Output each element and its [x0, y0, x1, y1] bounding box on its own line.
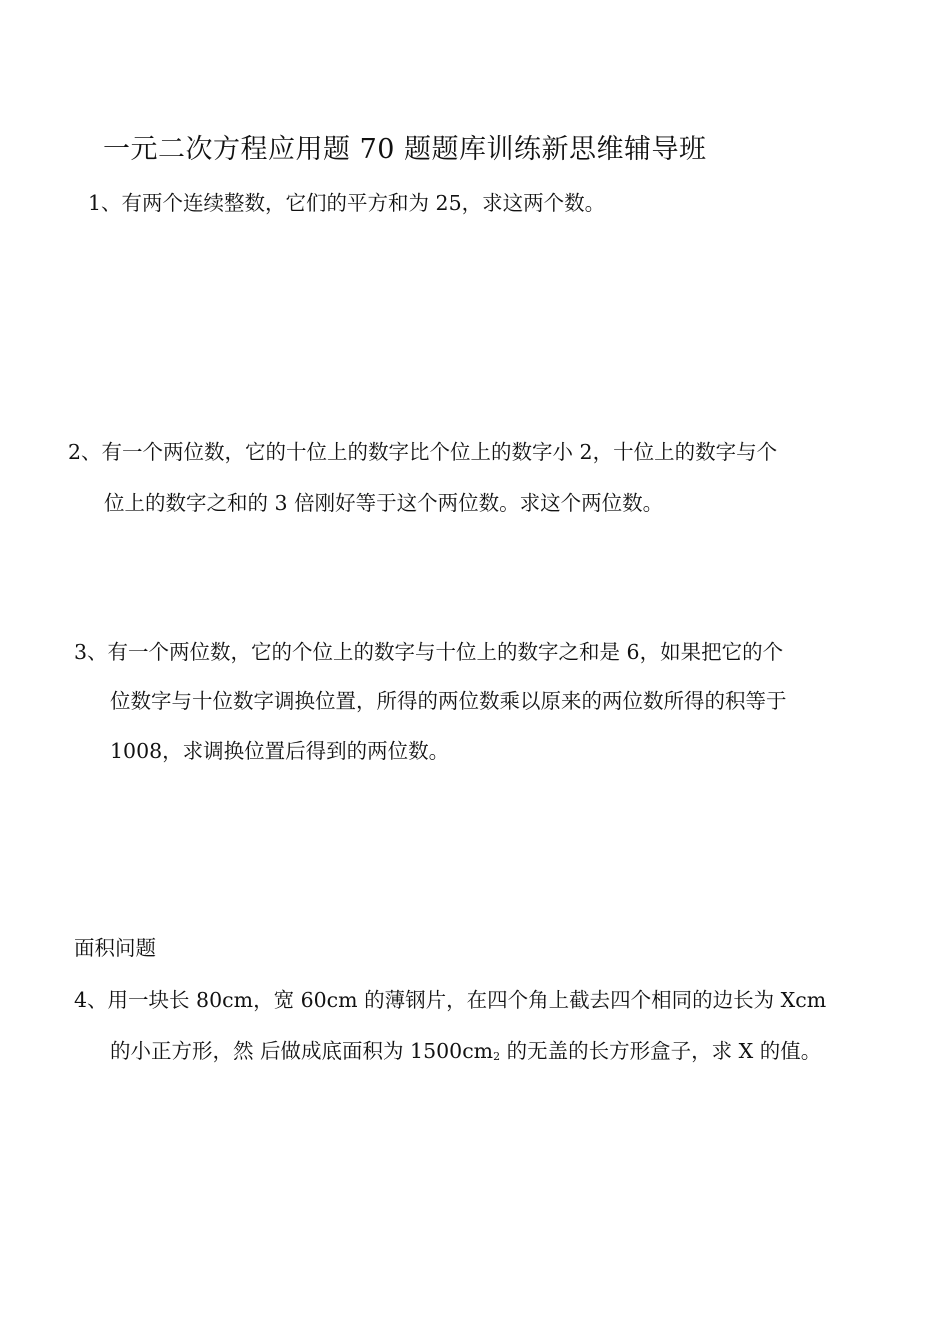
question-2-line-2: 位上的数字之和的 3 倍刚好等于这个两位数。求这个两位数。 [104, 491, 664, 515]
question-4-line-2-text-after: 的无盖的长方形盒子，求 X 的值。 [500, 1039, 822, 1063]
question-3-line-3: 1008，求调换位置后得到的两位数。 [110, 739, 450, 763]
question-2-line-1: 2、有一个两位数，它的十位上的数字比个位上的数字小 2，十位上的数字与个 [68, 440, 778, 464]
question-3-line-1: 3、有一个两位数，它的个位上的数字与十位上的数字之和是 6，如果把它的个 [74, 640, 784, 664]
question-4-line-2-text-before: 的小正方形，然 后做成底面积为 1500cm [110, 1039, 494, 1063]
square-unit-superscript: 2 [493, 1050, 501, 1063]
question-3-line-2: 位数字与十位数字调换位置，所得的两位数乘以原来的两位数所得的积等于 [110, 689, 787, 713]
question-4-line-1: 4、用一块长 80cm，宽 60cm 的薄钢片，在四个角上截去四个相同的边长为 Xcm [74, 988, 827, 1012]
document-title: 一元二次方程应用题 70 题题库训练新思维辅导班 [103, 134, 707, 165]
question-4-line-2 [110, 1036, 821, 1072]
section-heading-area-problems: 面积问题 [74, 936, 156, 960]
question-1-line-1: 1、有两个连续整数，它们的平方和为 25，求这两个数。 [88, 191, 606, 215]
